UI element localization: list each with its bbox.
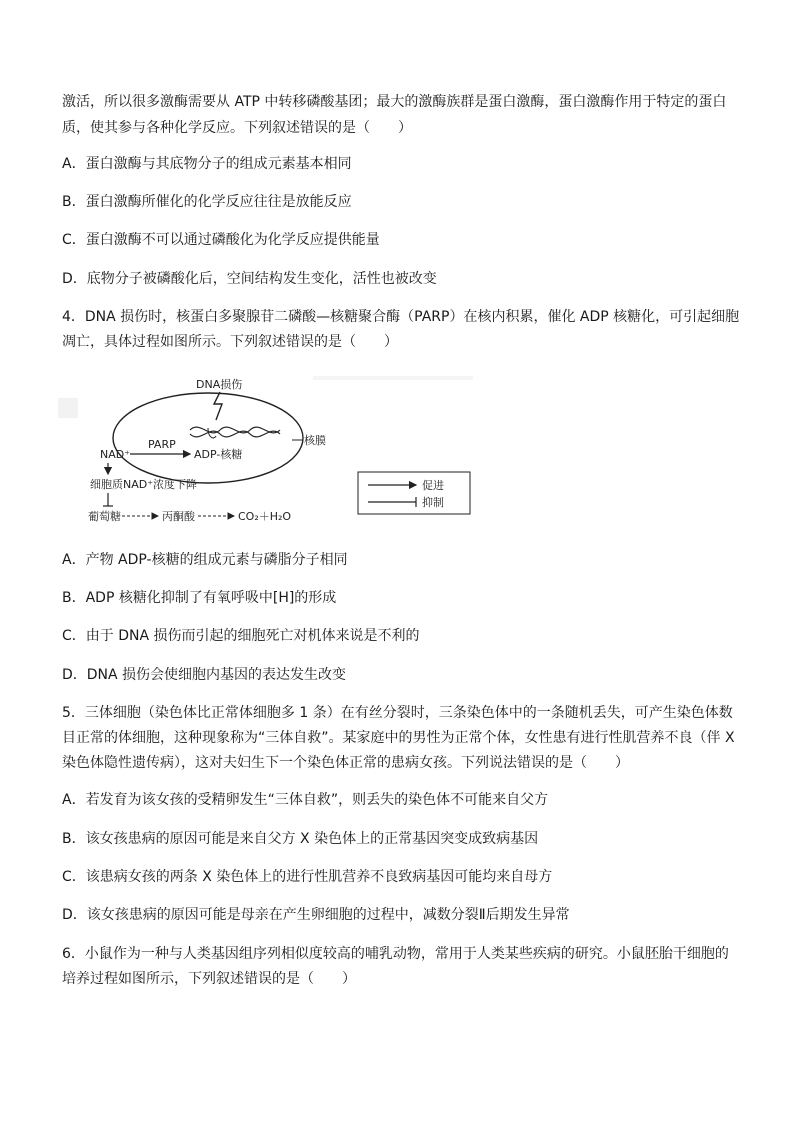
q4-figure: [58, 368, 478, 528]
q5-stem-line-1: 5．三体细胞（染色体比正常体细胞多 1 条）在有丝分裂时，三条染色体中的一条随机丢失，可产生染色体数: [62, 705, 733, 721]
q5-option-c: C．该患病女孩的两条 X 染色体上的进行性肌营养不良致病基因可能均来自母方: [62, 869, 553, 885]
legend-promote-label: 促进: [422, 479, 444, 492]
q4-option-d: D．DNA 损伤会使细胞内基因的表达发生改变: [62, 667, 347, 683]
q5-option-a: A．若发育为该女孩的受精卵发生“三体自救”，则丢失的染色体不可能来自父方: [62, 792, 549, 808]
adp-ribose-label: ADP-核糖: [194, 448, 243, 461]
q5-option-d: D．该女孩患病的原因可能是母亲在产生卵细胞的过程中，减数分裂Ⅱ后期发生异常: [62, 907, 570, 923]
q3-option-c: C．蛋白激酶不可以通过磷酸化为化学反应提供能量: [62, 232, 380, 248]
q4-option-a: A．产物 ADP-核糖的组成元素与磷脂分子相同: [62, 552, 348, 568]
q5-stem-line-2: 目正常的体细胞，这种现象称为“三体自救”。某家庭中的男性为正常个体，女性患有进行性肌营养不良（伴 X: [62, 730, 735, 746]
q4-option-b: B．ADP 核糖化抑制了有氧呼吸中[H]的形成: [62, 590, 337, 606]
nad-label: NAD⁺: [100, 448, 131, 461]
q5-option-b: B．该女孩患病的原因可能是来自父方 X 染色体上的正常基因突变成致病基因: [62, 831, 539, 847]
parp-label: PARP: [148, 438, 176, 451]
q5-stem-line-3: 染色体隐性遗传病），这对夫妇生下一个染色体正常的患病女孩。下列说法错误的是（ ）: [62, 755, 629, 771]
glucose-label: 葡萄糖: [88, 510, 121, 523]
q3-option-b: B．蛋白激酶所催化的化学反应往往是放能反应: [62, 194, 352, 210]
q3-stem-line-2: 质，使其参与各种化学反应。下列叙述错误的是（ ）: [62, 120, 412, 136]
legend-inhibit-label: 抑制: [422, 496, 444, 509]
dna-damage-label: DNA损伤: [196, 378, 243, 391]
q4-stem-line-1: 4．DNA 损伤时，核蛋白多聚腺苷二磷酸—核糖聚合酶（PARP）在核内积累，催化 ADP 核糖化，可引起细胞: [62, 309, 740, 325]
nuclear-membrane-label: 核膜: [304, 434, 326, 447]
q4-option-c: C．由于 DNA 损伤而引起的细胞死亡对机体来说是不利的: [62, 628, 420, 644]
products-label: CO₂＋H₂O: [238, 510, 292, 523]
pyruvate-label: 丙酮酸: [162, 510, 195, 523]
lightning-icon: [214, 392, 222, 420]
q4-stem-line-2: 凋亡，具体过程如图所示。下列叙述错误的是（ ）: [62, 334, 398, 350]
legend-box: [358, 472, 470, 514]
cytoplasm-nad-label: 细胞质NAD⁺浓度下降: [90, 478, 198, 491]
nucleus-ellipse: [113, 393, 303, 483]
q6-stem-line-1: 6．小鼠作为一种与人类基因组序列相似度较高的哺乳动物，常用于人类某些疾病的研究。小鼠胚胎干细胞的: [62, 946, 729, 962]
q6-stem-line-2: 培养过程如图所示，下列叙述错误的是（ ）: [62, 971, 356, 987]
dna-helix-icon: [190, 427, 280, 433]
q3-option-d: D．底物分子被磷酸化后，空间结构发生变化，活性也被改变: [62, 271, 437, 287]
q3-stem-line-1: 激活，所以很多激酶需要从 ATP 中转移磷酸基团；最大的激酶族群是蛋白激酶，蛋白激酶作用于特定的蛋白: [62, 94, 727, 110]
q4-pathway-diagram: [58, 368, 478, 528]
q3-option-a: A．蛋白激酶与其底物分子的组成元素基本相同: [62, 156, 352, 172]
